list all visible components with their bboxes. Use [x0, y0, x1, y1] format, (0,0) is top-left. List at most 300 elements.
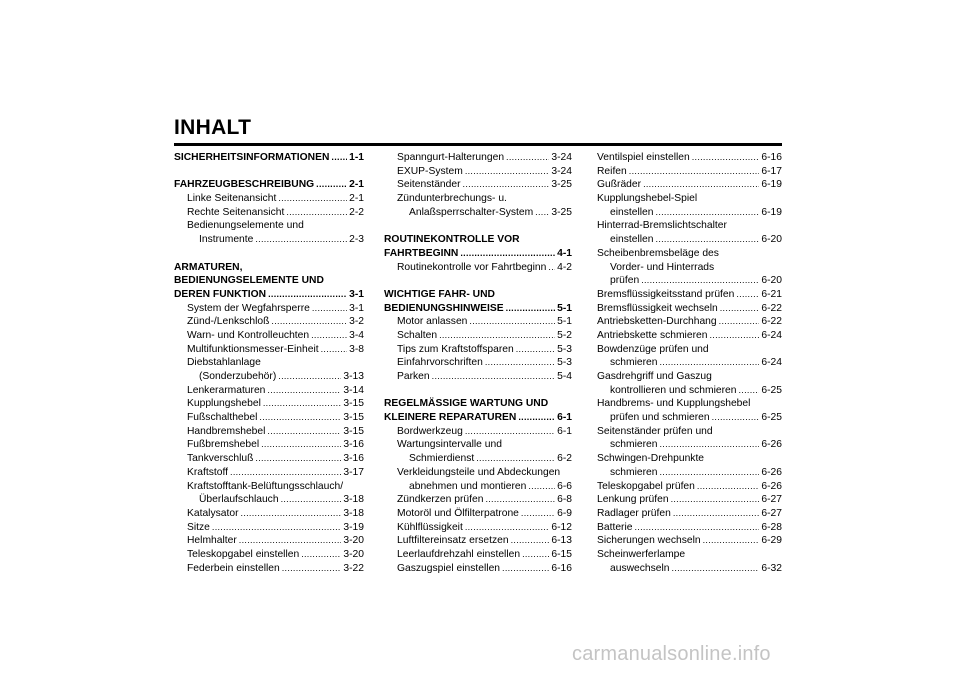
- toc-page-number: 2-1: [349, 179, 364, 191]
- toc-entry: [597, 165, 782, 179]
- toc-entry-title: schmieren: [610, 357, 658, 369]
- toc-entry: [597, 521, 782, 535]
- toc-page-number: 3-19: [343, 521, 364, 533]
- toc-entry: [384, 178, 572, 192]
- toc-leader-dots: [528, 480, 555, 494]
- toc-entry: [384, 452, 572, 466]
- toc-entry: [384, 192, 572, 206]
- toc-entry: [597, 274, 782, 288]
- toc-leader-dots: [516, 343, 555, 357]
- toc-entry: [174, 562, 364, 576]
- toc-page-number: 6-22: [761, 316, 782, 328]
- title-rule: [174, 143, 782, 146]
- toc-page-number: 6-25: [761, 384, 782, 396]
- toc-entry-title: Sicherungen wechseln: [597, 535, 701, 547]
- toc-leader-dots: [712, 411, 760, 425]
- toc-section-heading: [384, 397, 572, 411]
- toc-entry: [174, 452, 364, 466]
- toc-page-number: 6-20: [761, 234, 782, 246]
- toc-page-number: 6-24: [761, 357, 782, 369]
- toc-leader-dots: [469, 315, 555, 329]
- toc-leader-dots: [268, 288, 347, 302]
- toc-page-number: 6-20: [761, 275, 782, 287]
- toc-entry-title: Wartungsintervalle und: [397, 439, 502, 451]
- toc-entry-title: WICHTIGE FAHR- UND: [384, 288, 495, 300]
- toc-entry-title: auswechseln: [610, 562, 670, 574]
- toc-entry: [597, 548, 782, 562]
- toc-page-number: 5-2: [557, 329, 572, 341]
- toc-page-number: 5-3: [557, 343, 572, 355]
- toc-entry-title: Spanngurt-Halterungen: [397, 152, 505, 163]
- toc-entry-title: Linke Seitenansicht: [187, 193, 277, 205]
- toc-page-number: 6-19: [761, 206, 782, 218]
- toc-entry: [174, 329, 364, 343]
- toc-leader-dots: [267, 384, 341, 398]
- toc-page-number: 6-12: [551, 521, 572, 533]
- toc-entry-title: Leerlaufdrehzahl einstellen: [397, 548, 521, 560]
- toc-leader-dots: [518, 411, 555, 425]
- toc-spacer: [174, 247, 364, 261]
- toc-entry-title: REGELMÄSSIGE WARTUNG UND: [384, 398, 549, 410]
- toc-page-number: 2-1: [349, 193, 364, 205]
- toc-page-number: 6-15: [551, 548, 572, 560]
- toc-entry-title: Zündunterbrechungs- u.: [397, 193, 507, 205]
- toc-page-number: 5-3: [557, 357, 572, 369]
- toc-leader-dots: [212, 521, 341, 535]
- toc-entry-title: Lenkung prüfen: [597, 494, 669, 506]
- toc-entry-title: prüfen: [610, 275, 640, 287]
- toc-page-number: 4-2: [557, 261, 572, 273]
- toc-spacer: [384, 384, 572, 398]
- toc-page-number: 6-32: [761, 562, 782, 574]
- toc-entry-title: Kraftstofftank-Belüftungsschlauch/: [187, 480, 344, 492]
- toc-entry: [384, 356, 572, 370]
- toc-page-number: 6-24: [761, 329, 782, 341]
- toc-entry: [597, 384, 782, 398]
- toc-entry: [597, 438, 782, 452]
- toc-entry: [174, 370, 364, 384]
- toc-page-number: 3-15: [343, 398, 364, 410]
- toc-entry-title: Gasdrehgriff und Gaszug: [597, 371, 712, 382]
- toc-entry: [384, 329, 572, 343]
- toc-page-number: 6-27: [761, 494, 782, 506]
- toc-entry-title: Verkleidungsteile und Abdeckungen: [397, 466, 561, 478]
- toc-entry-title: Seitenständer prüfen und: [597, 425, 713, 437]
- toc-entry: [384, 548, 572, 562]
- toc-entry: [384, 206, 572, 220]
- toc-leader-dots: [286, 206, 347, 220]
- toc-leader-dots: [739, 384, 760, 398]
- toc-leader-dots: [465, 425, 555, 439]
- toc-entry: [174, 233, 364, 247]
- toc-leader-dots: [656, 233, 760, 247]
- toc-entry: [384, 534, 572, 548]
- toc-entry-title: Warn- und Kontrolleuchten: [187, 329, 310, 341]
- toc-page-number: 6-22: [761, 302, 782, 314]
- toc-page-number: 6-1: [557, 412, 572, 424]
- toc-page-number: 6-26: [761, 439, 782, 451]
- toc-page-number: 6-8: [557, 494, 572, 506]
- toc-entry-title: Bremsflüssigkeitsstand prüfen: [597, 288, 735, 300]
- toc-section-heading: [384, 247, 572, 261]
- toc-column-1: [174, 151, 364, 575]
- toc-entry: [597, 219, 782, 233]
- toc-entry-title: Scheibenbremsbeläge des: [597, 247, 719, 259]
- toc-entry-title: EXUP-System: [397, 165, 463, 177]
- toc-entry-title: Bowdenzüge prüfen und: [597, 343, 709, 355]
- toc-entry-title: Bordwerkzeug: [397, 425, 463, 437]
- toc-entry-title: Seitenständer: [397, 179, 461, 191]
- toc-entry-title: (Sonderzubehör): [199, 371, 277, 382]
- toc-page-number: 6-26: [761, 466, 782, 478]
- toc-page-number: 6-9: [557, 507, 572, 519]
- toc-leader-dots: [506, 151, 549, 165]
- toc-leader-dots: [281, 493, 342, 507]
- toc-page-number: 3-16: [343, 439, 364, 451]
- toc-entry-title: ARMATUREN,: [174, 261, 243, 273]
- toc-entry-title: Kühlflüssigkeit: [397, 521, 463, 533]
- toc-entry-title: Katalysator: [187, 507, 239, 519]
- toc-entry-title: Tips zum Kraftstoffsparen: [397, 343, 514, 355]
- toc-entry-title: Kupplungshebel: [187, 398, 261, 410]
- toc-column-3: [597, 151, 782, 575]
- toc-entry-title: Antriebsketten-Durchhang: [597, 316, 717, 328]
- toc-section-heading: [384, 411, 572, 425]
- toc-entry: [597, 192, 782, 206]
- toc-entry: [597, 480, 782, 494]
- toc-entry: [174, 315, 364, 329]
- toc-entry-title: Anlaßsperrschalter-System: [409, 206, 534, 218]
- toc-entry-title: Bedienungselemente und: [187, 220, 304, 232]
- toc-page-number: 3-18: [343, 494, 364, 506]
- toc-leader-dots: [301, 548, 341, 562]
- toc-entry: [597, 397, 782, 411]
- toc-leader-dots: [643, 178, 759, 192]
- page-title: INHALT: [174, 116, 252, 139]
- toc-entry: [384, 466, 572, 480]
- toc-leader-dots: [703, 534, 760, 548]
- toc-page-number: 3-18: [343, 507, 364, 519]
- toc-entry-title: prüfen und schmieren: [610, 412, 710, 424]
- toc-entry: [174, 343, 364, 357]
- toc-entry-title: Kraftstoff: [187, 466, 229, 478]
- toc-leader-dots: [660, 466, 760, 480]
- toc-entry-title: Motoröl und Ölfilterpatrone: [397, 507, 519, 519]
- toc-leader-dots: [311, 329, 347, 343]
- toc-page-number: 6-27: [761, 507, 782, 519]
- toc-entry: [384, 480, 572, 494]
- toc-entry-title: FAHRTBEGINN: [384, 247, 459, 259]
- toc-section-heading: [384, 302, 572, 316]
- toc-page-number: 3-20: [343, 548, 364, 560]
- toc-entry: [384, 493, 572, 507]
- toc-entry: [174, 534, 364, 548]
- toc-leader-dots: [641, 274, 759, 288]
- toc-page-number: 5-1: [557, 302, 572, 314]
- toc-entry-title: Instrumente: [199, 234, 254, 246]
- toc-leader-dots: [673, 507, 760, 521]
- toc-section-heading: [174, 274, 364, 288]
- toc-page-number: 3-15: [343, 425, 364, 437]
- toc-entry-title: schmieren: [610, 466, 658, 478]
- toc-page-number: 6-16: [761, 152, 782, 163]
- toc-leader-dots: [476, 452, 555, 466]
- toc-entry-title: Bremsflüssigkeit wechseln: [597, 302, 718, 314]
- toc-entry: [597, 466, 782, 480]
- toc-entry-title: Lenkerarmaturen: [187, 384, 266, 396]
- toc-entry-title: Fußbremshebel: [187, 439, 260, 451]
- toc-entry-title: Handbrems- und Kupplungshebel: [597, 398, 751, 410]
- toc-leader-dots: [511, 534, 550, 548]
- toc-entry-title: Antriebskette schmieren: [597, 329, 708, 341]
- toc-section-heading: [174, 151, 364, 165]
- toc-entry-title: DEREN FUNKTION: [174, 288, 267, 300]
- toc-leader-dots: [635, 521, 760, 535]
- toc-page-number: 6-19: [761, 179, 782, 191]
- toc-leader-dots: [485, 356, 555, 370]
- toc-page-number: 2-3: [349, 234, 364, 246]
- toc-page-number: 6-25: [761, 412, 782, 424]
- toc-entry-title: Helmhalter: [187, 535, 237, 547]
- toc-entry: [597, 356, 782, 370]
- toc-leader-dots: [230, 466, 341, 480]
- toc-page-number: 3-24: [551, 152, 572, 163]
- toc-page-number: 6-1: [557, 425, 572, 437]
- toc-entry: [597, 206, 782, 220]
- toc-leader-dots: [312, 302, 347, 316]
- toc-entry: [597, 534, 782, 548]
- toc-leader-dots: [460, 247, 555, 261]
- toc-leader-dots: [255, 452, 341, 466]
- toc-entry-title: kontrollieren und schmieren: [610, 384, 737, 396]
- toc-leader-dots: [432, 370, 555, 384]
- toc-column-2: [384, 151, 572, 575]
- toc-leader-dots: [321, 343, 347, 357]
- toc-leader-dots: [522, 548, 549, 562]
- toc-leader-dots: [672, 562, 760, 576]
- toc-page-number: 3-1: [349, 288, 364, 300]
- toc-entry: [384, 370, 572, 384]
- toc-entry-title: Einfahrvorschriften: [397, 357, 483, 369]
- toc-entry: [597, 233, 782, 247]
- toc-page-number: 6-28: [761, 521, 782, 533]
- toc-leader-dots: [263, 397, 342, 411]
- toc-leader-dots: [660, 356, 760, 370]
- toc-entry-title: Zündkerzen prüfen: [397, 494, 484, 506]
- toc-page-number: 3-22: [343, 562, 364, 574]
- toc-leader-dots: [671, 493, 760, 507]
- toc-page-number: 6-13: [551, 535, 572, 547]
- toc-entry: [597, 507, 782, 521]
- toc-page-number: 3-4: [349, 329, 364, 341]
- toc-leader-dots: [660, 438, 760, 452]
- toc-entry-title: schmieren: [610, 439, 658, 451]
- toc-entry-title: KLEINERE REPARATUREN: [384, 412, 517, 424]
- toc-leader-dots: [239, 534, 342, 548]
- toc-page-number: 6-2: [557, 453, 572, 465]
- toc-spacer: [384, 219, 572, 233]
- toc-entry-title: Radlager prüfen: [597, 507, 671, 519]
- toc-entry: [384, 315, 572, 329]
- toc-leader-dots: [720, 302, 760, 316]
- toc-entry-title: einstellen: [610, 206, 654, 218]
- toc-page-number: 6-17: [761, 165, 782, 177]
- toc-entry: [384, 261, 572, 275]
- toc-page-number: 3-17: [343, 466, 364, 478]
- toc-entry-title: Routinekontrolle vor Fahrtbeginn: [397, 261, 547, 273]
- toc-section-heading: [174, 178, 364, 192]
- toc-entry-title: Tankverschluß: [187, 453, 254, 465]
- toc-page-number: 3-25: [551, 179, 572, 191]
- toc-page-number: 3-15: [343, 412, 364, 424]
- toc-entry: [174, 480, 364, 494]
- toc-page-number: 3-13: [343, 371, 364, 382]
- toc-entry-title: Schmierdienst: [409, 453, 475, 465]
- toc-leader-dots: [502, 562, 549, 576]
- toc-page-number: 3-1: [349, 302, 364, 314]
- toc-entry-title: Motor anlassen: [397, 316, 468, 328]
- toc-leader-dots: [709, 329, 759, 343]
- watermark-text: carmanualsonline.info: [572, 643, 771, 665]
- toc-leader-dots: [316, 178, 347, 192]
- toc-leader-dots: [697, 480, 760, 494]
- toc-entry: [174, 397, 364, 411]
- toc-leader-dots: [535, 206, 549, 220]
- toc-page-number: 3-25: [551, 206, 572, 218]
- toc-entry: [174, 425, 364, 439]
- toc-entry-title: Parken: [397, 371, 430, 382]
- toc-entry: [174, 192, 364, 206]
- toc-page-number: 6-16: [551, 562, 572, 574]
- toc-leader-dots: [261, 438, 341, 452]
- toc-entry-title: Teleskopgabel prüfen: [597, 480, 695, 492]
- toc-page-number: 3-24: [551, 165, 572, 177]
- toc-entry-title: Gaszugspiel einstellen: [397, 562, 501, 574]
- toc-page-number: 2-2: [349, 206, 364, 218]
- toc-entry-title: Multifunktionsmesser-Einheit: [187, 343, 319, 355]
- toc-leader-dots: [465, 521, 550, 535]
- toc-page-number: 6-26: [761, 480, 782, 492]
- toc-entry: [384, 521, 572, 535]
- toc-leader-dots: [282, 562, 342, 576]
- toc-entry: [174, 466, 364, 480]
- toc-entry-title: Ventilspiel einstellen: [597, 152, 690, 163]
- toc-entry: [174, 548, 364, 562]
- toc-entry-title: Reifen: [597, 165, 627, 177]
- toc-entry-title: Zünd-/Lenkschloß: [187, 316, 270, 328]
- toc-entry: [597, 343, 782, 357]
- toc-entry-title: Diebstahlanlage: [187, 357, 261, 369]
- toc-leader-dots: [331, 151, 347, 165]
- toc-page-number: 3-2: [349, 316, 364, 328]
- toc-leader-dots: [521, 507, 555, 521]
- toc-entry-title: Fußschalthebel: [187, 412, 258, 424]
- toc-spacer: [384, 274, 572, 288]
- toc-entry-title: Vorder- und Hinterrads: [610, 261, 715, 273]
- toc-section-heading: [384, 233, 572, 247]
- toc-leader-dots: [271, 315, 347, 329]
- toc-entry-title: Schalten: [397, 329, 438, 341]
- toc-entry: [174, 507, 364, 521]
- toc-leader-dots: [439, 329, 555, 343]
- toc-entry: [597, 562, 782, 576]
- toc-entry: [384, 165, 572, 179]
- toc-entry: [597, 425, 782, 439]
- toc-entry: [597, 261, 782, 275]
- toc-entry-title: Schwingen-Drehpunkte: [597, 453, 705, 465]
- toc-entry: [597, 151, 782, 165]
- toc-page-number: 1-1: [349, 152, 364, 163]
- toc-entry-title: Luftfiltereinsatz ersetzen: [397, 535, 509, 547]
- toc-leader-dots: [278, 370, 341, 384]
- toc-spacer: [174, 165, 364, 179]
- toc-entry-title: Scheinwerferlampe: [597, 548, 686, 560]
- toc-entry-title: Handbremshebel: [187, 425, 266, 437]
- toc-entry: [597, 411, 782, 425]
- toc-entry: [597, 452, 782, 466]
- toc-leader-dots: [255, 233, 347, 247]
- toc-entry: [174, 438, 364, 452]
- toc-page-number: 3-16: [343, 453, 364, 465]
- toc-entry-title: Hinterrad-Bremslichtschalter: [597, 220, 727, 232]
- toc-leader-dots: [692, 151, 760, 165]
- toc-entry: [597, 329, 782, 343]
- toc-entry-title: FAHRZEUGBESCHREIBUNG: [174, 179, 315, 191]
- toc-entry: [174, 356, 364, 370]
- toc-entry-title: BEDIENUNGSELEMENTE UND: [174, 275, 324, 287]
- toc-section-heading: [384, 288, 572, 302]
- toc-entry: [597, 315, 782, 329]
- toc-entry-title: Teleskopgabel einstellen: [187, 548, 300, 560]
- toc-page-number: 3-14: [343, 384, 364, 396]
- toc-entry: [384, 438, 572, 452]
- toc-leader-dots: [719, 315, 760, 329]
- toc-page-number: 5-1: [557, 316, 572, 328]
- toc-entry-title: Gußräder: [597, 179, 642, 191]
- toc-entry: [597, 247, 782, 261]
- toc-leader-dots: [736, 288, 759, 302]
- toc-entry: [174, 384, 364, 398]
- toc-page-number: 3-8: [349, 343, 364, 355]
- toc-entry-title: Batterie: [597, 521, 633, 533]
- toc-entry-title: Sitze: [187, 521, 210, 533]
- toc-leader-dots: [267, 425, 341, 439]
- toc-leader-dots: [463, 178, 550, 192]
- toc-entry-title: Kupplungshebel-Spiel: [597, 193, 698, 205]
- toc-page-number: 3-20: [343, 535, 364, 547]
- toc-entry-title: SICHERHEITSINFORMATIONEN: [174, 152, 330, 163]
- toc-entry: [174, 493, 364, 507]
- toc-page-number: 4-1: [557, 247, 572, 259]
- toc-entry: [174, 206, 364, 220]
- toc-entry: [174, 411, 364, 425]
- toc-entry: [597, 493, 782, 507]
- toc-section-heading: [174, 261, 364, 275]
- toc-leader-dots: [465, 165, 550, 179]
- toc-leader-dots: [485, 493, 555, 507]
- toc-entry-title: Überlaufschlauch: [199, 494, 279, 506]
- toc-leader-dots: [241, 507, 342, 521]
- toc-entry-title: BEDIENUNGSHINWEISE: [384, 302, 504, 314]
- toc-page-number: 5-4: [557, 371, 572, 382]
- toc-leader-dots: [278, 192, 347, 206]
- toc-page-number: 6-6: [557, 480, 572, 492]
- toc-leader-dots: [629, 165, 760, 179]
- toc-leader-dots: [259, 411, 341, 425]
- toc-entry: [384, 507, 572, 521]
- toc-entry: [597, 288, 782, 302]
- toc-entry: [597, 302, 782, 316]
